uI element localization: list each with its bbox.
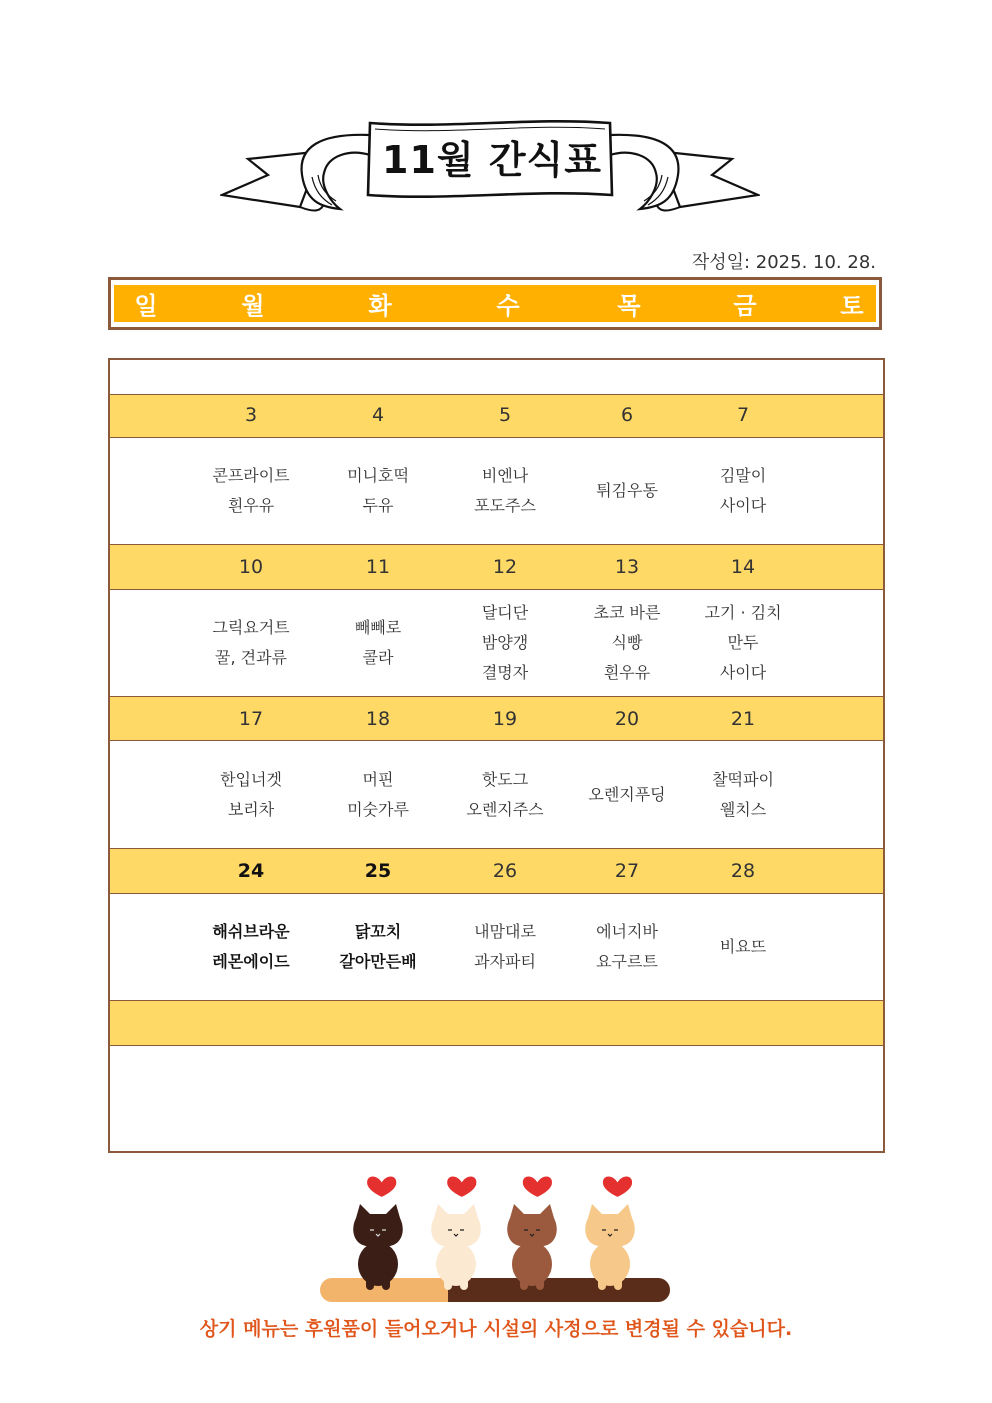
menu-cell xyxy=(673,760,813,830)
menu-item: 밤양갱 xyxy=(481,633,529,652)
menu-item: 오렌지주스 xyxy=(466,800,544,819)
menu-item: 고기 · 김치 xyxy=(704,603,782,622)
snack-calendar xyxy=(108,358,885,1153)
date-cell: 14 xyxy=(730,556,756,578)
menu-item: 만두 xyxy=(727,633,759,652)
menu-cell xyxy=(435,760,575,830)
menu-item: 내맘대로 xyxy=(474,922,536,941)
menu-item: 콜라 xyxy=(362,648,394,667)
menu-item: 흰우유 xyxy=(227,496,275,515)
menu-item: 비요뜨 xyxy=(719,937,767,956)
menu-item: 콘프라이트 xyxy=(212,466,290,485)
menu-item: 초코 바른 xyxy=(593,603,661,622)
menu-cell xyxy=(673,912,813,982)
weekday-header-fill xyxy=(114,285,876,322)
day-mon: 월 xyxy=(241,292,265,320)
menu-cell xyxy=(181,912,321,982)
written-date: 작성일: 2025. 10. 28. xyxy=(691,252,876,273)
menu-item: 김말이 xyxy=(719,466,767,485)
date-cell: 13 xyxy=(614,556,640,578)
menu-cell xyxy=(435,456,575,526)
date-cell: 21 xyxy=(730,708,756,730)
date-cell: 24 xyxy=(237,860,265,882)
menu-item: 요구르트 xyxy=(596,952,658,971)
menu-item: 꿀, 견과류 xyxy=(215,648,287,667)
day-wed: 수 xyxy=(496,292,520,320)
menu-item: 튀김우동 xyxy=(596,481,658,500)
date-cell: 19 xyxy=(492,708,518,730)
date-cell: 4 xyxy=(371,404,385,426)
menu-cell xyxy=(181,456,321,526)
date-cell: 25 xyxy=(364,860,392,882)
menu-item: 빼빼로 xyxy=(354,618,402,637)
menu-item: 두유 xyxy=(362,496,394,515)
menu-item: 비엔나 xyxy=(481,466,529,485)
menu-item: 결명자 xyxy=(481,663,529,682)
menu-item: 에너지바 xyxy=(596,922,658,941)
menu-item: 찰떡파이 xyxy=(712,770,774,789)
menu-item: 해쉬브라운 xyxy=(212,922,290,941)
date-cell: 11 xyxy=(365,556,391,578)
day-tue: 화 xyxy=(368,292,392,320)
date-cell: 10 xyxy=(238,556,264,578)
date-cell: 3 xyxy=(244,404,258,426)
menu-item: 과자파티 xyxy=(474,952,536,971)
menu-item: 갈아만든배 xyxy=(339,952,417,971)
menu-item: 머핀 xyxy=(362,770,394,789)
menu-item: 핫도그 xyxy=(481,770,529,789)
menu-item: 미니호떡 xyxy=(347,466,409,485)
menu-item: 한입너겟 xyxy=(220,770,282,789)
menu-item: 사이다 xyxy=(719,663,767,682)
menu-cell xyxy=(308,456,448,526)
menu-cell xyxy=(181,760,321,830)
date-cell: 20 xyxy=(614,708,640,730)
menu-cell xyxy=(435,598,575,688)
menu-item: 포도주스 xyxy=(474,496,536,515)
date-cell: 7 xyxy=(736,404,750,426)
menu-item: 레몬에이드 xyxy=(212,952,290,971)
menu-item: 식빵 xyxy=(611,633,643,652)
menu-item: 그릭요거트 xyxy=(212,618,290,637)
menu-cell xyxy=(308,598,448,688)
menu-item: 오렌지푸딩 xyxy=(588,785,666,804)
menu-item: 미숫가루 xyxy=(347,800,409,819)
menu-change-notice: 상기 메뉴는 후원품이 들어오거나 시설의 사정으로 변경될 수 있습니다. xyxy=(199,1318,793,1340)
menu-cell xyxy=(308,760,448,830)
menu-cell xyxy=(181,598,321,688)
menu-cell xyxy=(308,912,448,982)
menu-item: 닭꼬치 xyxy=(354,922,402,941)
cats-on-bar-illustration xyxy=(316,1160,676,1305)
day-thu: 목 xyxy=(617,292,641,320)
date-cell: 17 xyxy=(238,708,264,730)
date-band-empty xyxy=(110,1000,883,1046)
date-cell: 26 xyxy=(492,860,518,882)
menu-cell xyxy=(435,912,575,982)
menu-item: 보리차 xyxy=(227,800,275,819)
weekday-header xyxy=(108,277,882,330)
menu-item: 흰우유 xyxy=(603,663,651,682)
date-cell: 12 xyxy=(492,556,518,578)
day-sat: 토 xyxy=(840,292,864,320)
day-sun: 일 xyxy=(134,292,158,320)
date-cell: 6 xyxy=(620,404,634,426)
menu-cell xyxy=(673,456,813,526)
menu-item: 웰치스 xyxy=(719,800,767,819)
menu-cell xyxy=(673,598,813,688)
date-cell: 28 xyxy=(730,860,756,882)
day-fri: 금 xyxy=(733,292,757,320)
page-title: 11월 간식표 xyxy=(382,137,602,182)
menu-item: 사이다 xyxy=(719,496,767,515)
date-cell: 18 xyxy=(365,708,391,730)
date-cell: 27 xyxy=(614,860,640,882)
menu-item: 달디단 xyxy=(481,603,529,622)
date-cell: 5 xyxy=(498,404,512,426)
